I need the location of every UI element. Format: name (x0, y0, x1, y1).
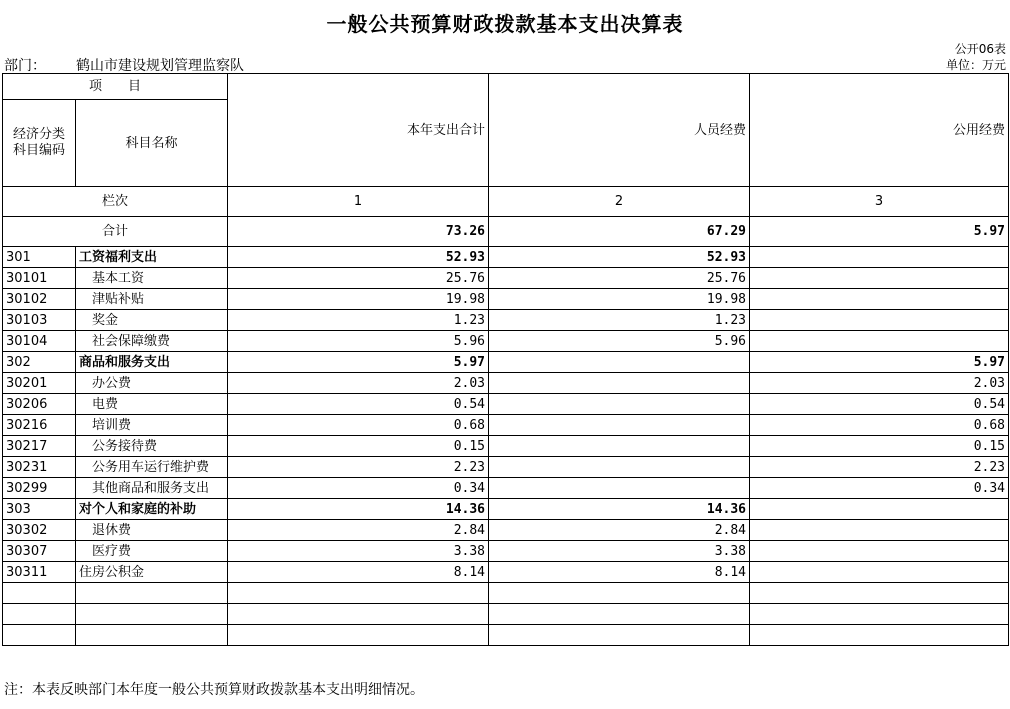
header-public: 公用经费 (750, 74, 1009, 187)
cell-public: 0.34 (750, 478, 1009, 499)
expenditure-table (2, 73, 1009, 646)
cell-code: 30231 (3, 457, 76, 478)
header-econ-code: 经济分类 科目编码 (3, 100, 76, 187)
table-row (3, 457, 1009, 478)
table-row (3, 436, 1009, 457)
table-row (3, 331, 1009, 352)
cell-subject-name (76, 583, 228, 604)
table-row (3, 247, 1009, 268)
cell-personnel (489, 457, 750, 478)
row-sum-label: 合计 (3, 217, 228, 247)
cell-subject-name: 津贴补贴 (76, 289, 228, 310)
table-row (3, 604, 1009, 625)
cell-total: 19.98 (228, 289, 489, 310)
cell-public: 5.97 (750, 352, 1009, 373)
cell-personnel: 19.98 (489, 289, 750, 310)
cell-personnel (489, 436, 750, 457)
cell-total: 52.93 (228, 247, 489, 268)
form-code: 公开06表 (954, 42, 1006, 56)
cell-total: 5.97 (228, 352, 489, 373)
cell-subject-name: 医疗费 (76, 541, 228, 562)
cell-public (750, 625, 1009, 646)
cell-subject-name: 培训费 (76, 415, 228, 436)
cell-personnel (489, 352, 750, 373)
cell-code: 30104 (3, 331, 76, 352)
cell-subject-name: 办公费 (76, 373, 228, 394)
cell-personnel (489, 625, 750, 646)
cell-subject-name: 基本工资 (76, 268, 228, 289)
cell-public (750, 604, 1009, 625)
table-row (3, 310, 1009, 331)
cell-total: 0.15 (228, 436, 489, 457)
table-row (3, 352, 1009, 373)
cell-subject-name (76, 604, 228, 625)
department-label: 部门： (4, 58, 46, 74)
header-subject-name: 科目名称 (76, 100, 228, 187)
cell-public (750, 268, 1009, 289)
cell-public: 0.15 (750, 436, 1009, 457)
col-index-3: 3 (750, 187, 1009, 217)
table-row (3, 520, 1009, 541)
cell-code: 30102 (3, 289, 76, 310)
unit-label: 单位：万元 (945, 58, 1006, 72)
cell-total: 2.84 (228, 520, 489, 541)
cell-total: 0.34 (228, 478, 489, 499)
cell-personnel: 8.14 (489, 562, 750, 583)
cell-subject-name: 退休费 (76, 520, 228, 541)
cell-subject-name: 社会保障缴费 (76, 331, 228, 352)
cell-total: 2.23 (228, 457, 489, 478)
cell-total: 0.54 (228, 394, 489, 415)
cell-public (750, 583, 1009, 604)
sum-public: 5.97 (750, 217, 1009, 247)
cell-personnel: 52.93 (489, 247, 750, 268)
cell-public (750, 499, 1009, 520)
cell-subject-name: 商品和服务支出 (76, 352, 228, 373)
footnote: 注：本表反映部门本年度一般公共预算财政拨款基本支出明细情况。 (4, 682, 424, 698)
cell-code: 30201 (3, 373, 76, 394)
department-line (4, 55, 244, 75)
cell-subject-name: 对个人和家庭的补助 (76, 499, 228, 520)
cell-public (750, 562, 1009, 583)
table-row (3, 268, 1009, 289)
cell-subject-name: 工资福利支出 (76, 247, 228, 268)
table-row (3, 394, 1009, 415)
cell-code: 30307 (3, 541, 76, 562)
col-index-2: 2 (489, 187, 750, 217)
cell-total: 5.96 (228, 331, 489, 352)
cell-total: 14.36 (228, 499, 489, 520)
cell-personnel: 5.96 (489, 331, 750, 352)
cell-total (228, 625, 489, 646)
cell-code: 30206 (3, 394, 76, 415)
cell-personnel (489, 604, 750, 625)
cell-public: 0.54 (750, 394, 1009, 415)
cell-personnel: 1.23 (489, 310, 750, 331)
table-row (3, 625, 1009, 646)
cell-subject-name: 公务接待费 (76, 436, 228, 457)
table-row (3, 289, 1009, 310)
cell-code: 30101 (3, 268, 76, 289)
cell-public: 2.23 (750, 457, 1009, 478)
cell-public (750, 541, 1009, 562)
col-index-1: 1 (228, 187, 489, 217)
cell-public: 0.68 (750, 415, 1009, 436)
cell-subject-name: 住房公积金 (76, 562, 228, 583)
cell-personnel: 3.38 (489, 541, 750, 562)
cell-code: 30217 (3, 436, 76, 457)
cell-total: 0.68 (228, 415, 489, 436)
cell-public (750, 520, 1009, 541)
table-row (3, 373, 1009, 394)
cell-public (750, 247, 1009, 268)
cell-code (3, 604, 76, 625)
cell-total: 8.14 (228, 562, 489, 583)
cell-public (750, 310, 1009, 331)
cell-code: 30311 (3, 562, 76, 583)
cell-code: 30103 (3, 310, 76, 331)
cell-code: 30299 (3, 478, 76, 499)
table-row (3, 562, 1009, 583)
cell-subject-name: 奖金 (76, 310, 228, 331)
table-row (3, 583, 1009, 604)
header-personnel: 人员经费 (489, 74, 750, 187)
cell-personnel (489, 583, 750, 604)
cell-code: 30302 (3, 520, 76, 541)
cell-code (3, 625, 76, 646)
table-row (3, 499, 1009, 520)
sum-personnel: 67.29 (489, 217, 750, 247)
cell-subject-name (76, 625, 228, 646)
cell-public (750, 331, 1009, 352)
cell-public: 2.03 (750, 373, 1009, 394)
cell-subject-name: 公务用车运行维护费 (76, 457, 228, 478)
cell-subject-name: 其他商品和服务支出 (76, 478, 228, 499)
cell-personnel (489, 394, 750, 415)
row-col-index-label: 栏次 (3, 187, 228, 217)
page-title: 一般公共预算财政拨款基本支出决算表 (326, 12, 684, 36)
cell-personnel (489, 415, 750, 436)
cell-subject-name: 电费 (76, 394, 228, 415)
table-row (3, 478, 1009, 499)
cell-personnel: 14.36 (489, 499, 750, 520)
cell-public (750, 289, 1009, 310)
cell-code: 302 (3, 352, 76, 373)
header-item: 项 目 (3, 74, 228, 100)
department-name: 鹤山市建设规划管理监察队 (76, 58, 244, 74)
cell-code: 303 (3, 499, 76, 520)
table-row (3, 415, 1009, 436)
cell-total: 3.38 (228, 541, 489, 562)
table-row (3, 541, 1009, 562)
cell-personnel: 25.76 (489, 268, 750, 289)
header-total: 本年支出合计 (228, 74, 489, 187)
cell-code: 30216 (3, 415, 76, 436)
cell-code: 301 (3, 247, 76, 268)
cell-total (228, 604, 489, 625)
cell-total: 25.76 (228, 268, 489, 289)
cell-personnel (489, 478, 750, 499)
cell-personnel (489, 373, 750, 394)
cell-total (228, 583, 489, 604)
sum-total: 73.26 (228, 217, 489, 247)
cell-personnel: 2.84 (489, 520, 750, 541)
cell-total: 2.03 (228, 373, 489, 394)
cell-total: 1.23 (228, 310, 489, 331)
cell-code (3, 583, 76, 604)
